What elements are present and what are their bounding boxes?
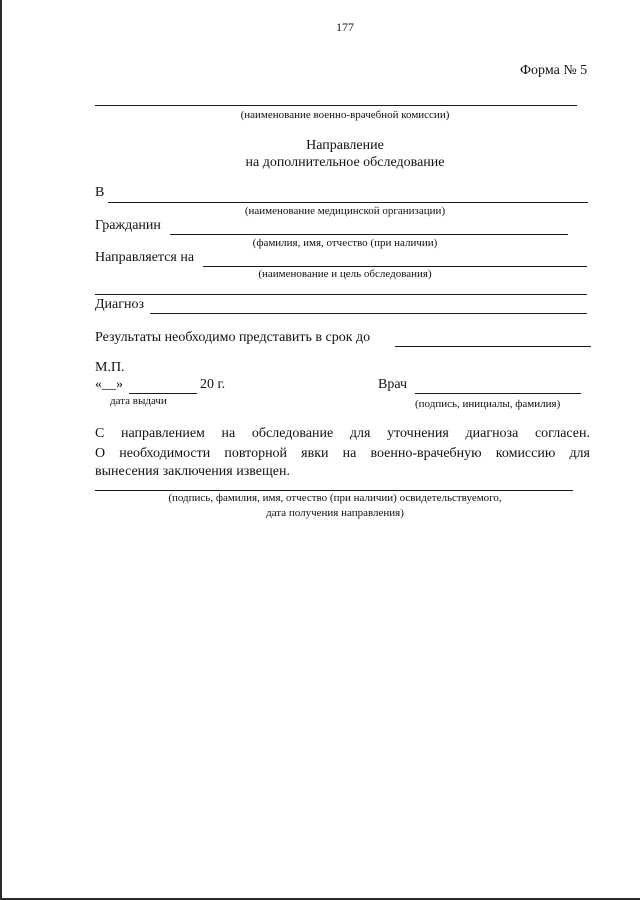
deadline-label: Результаты необходимо представить в срок до — [95, 330, 371, 345]
diagnosis-label: Диагноз — [95, 297, 145, 312]
citizen-label: Гражданин — [95, 218, 161, 233]
issue-date-caption: дата выдачи — [110, 395, 167, 407]
directed-label: Направляется на — [95, 250, 195, 265]
doctor-caption: (подпись, инициалы, фамилия) — [415, 398, 561, 410]
med-org-line[interactable] — [108, 202, 588, 203]
exam-name-line[interactable] — [203, 266, 587, 267]
consent-line-2: О необходимости повторной явки на военно-врачебную комиссию для — [95, 446, 590, 461]
date-month-line[interactable] — [129, 393, 197, 394]
exam-continuation-line[interactable] — [95, 294, 587, 295]
deadline-line[interactable] — [395, 346, 591, 347]
commission-name-line[interactable] — [95, 105, 577, 106]
document-title: Направление — [306, 138, 384, 153]
date-day: «__» — [95, 377, 123, 392]
diagnosis-line[interactable] — [150, 313, 587, 314]
citizen-caption: (фамилия, имя, отчество (при наличии) — [252, 237, 438, 249]
exam-caption: (наименование и цель обследования) — [258, 268, 432, 280]
year-label: 20 г. — [200, 377, 226, 392]
consent-line-3: вынесения заключения извещен. — [95, 464, 290, 479]
signature-caption-1: (подпись, фамилия, имя, отчество (при наличии) освидетельствуемого, — [168, 492, 502, 504]
stamp-label: М.П. — [95, 360, 125, 375]
doctor-label: Врач — [378, 377, 408, 392]
document-subtitle: на дополнительное обследование — [245, 155, 445, 170]
med-org-caption: (наименование медицинской организации) — [244, 205, 446, 217]
form-label: Форма № 5 — [520, 63, 588, 78]
signature-caption-2: дата получения направления) — [266, 507, 404, 519]
doctor-signature-line[interactable] — [415, 393, 581, 394]
scan-left-edge — [0, 0, 2, 900]
patient-signature-line[interactable] — [95, 490, 573, 491]
to-label: В — [95, 185, 105, 200]
page-number: 177 — [336, 20, 354, 34]
consent-line-1: С направлением на обследование для уточнения диагноза согласен. — [95, 426, 590, 441]
commission-caption: (наименование военно-врачебной комиссии) — [240, 109, 450, 121]
citizen-name-line[interactable] — [170, 234, 568, 235]
